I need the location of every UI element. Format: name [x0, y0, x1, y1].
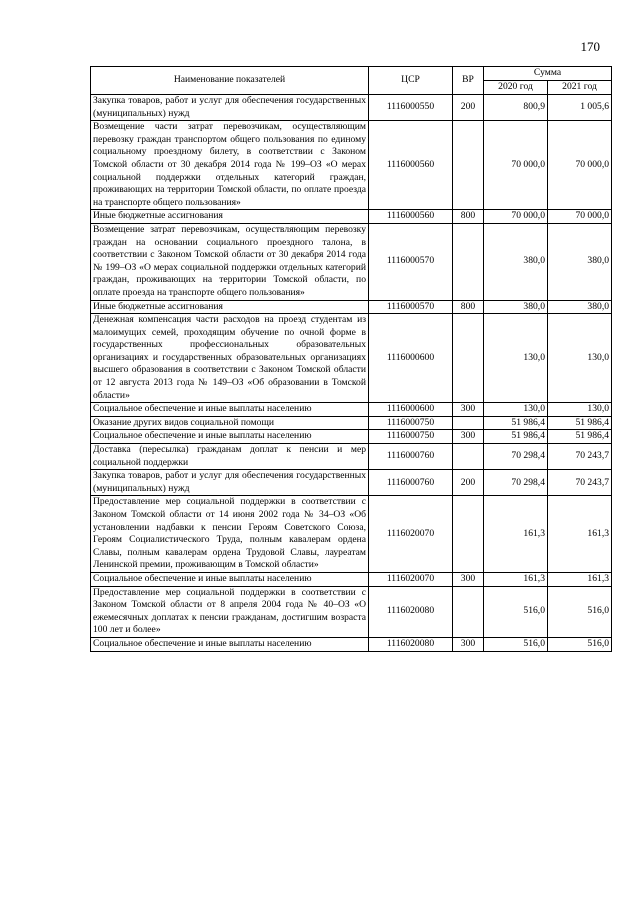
header-csr: ЦСР — [369, 67, 453, 95]
row-vr-cell: 800 — [453, 210, 484, 224]
row-name-cell: Возмещение затрат перевозчикам, осуществляющим перевозку граждан на основании социального проездного талона, в соответствии с Законом Томской области от 30 декабря 2014 года № 199–ОЗ «О мерах социальной поддержки отдельных категорий граждан, проживающих на территории Томской области, по оплате проезда на транспорте общего пользования» — [91, 223, 369, 300]
row-sum-2020-cell: 70 298,4 — [484, 470, 548, 496]
row-sum-2021-cell: 161,3 — [548, 496, 612, 573]
row-csr-cell: 1116000750 — [369, 430, 453, 444]
row-csr-cell: 1116020070 — [369, 572, 453, 586]
table-row — [91, 430, 612, 444]
row-vr-cell — [453, 496, 484, 573]
row-vr-cell — [453, 121, 484, 210]
row-name-cell: Социальное обеспечение и иные выплаты населению — [91, 572, 369, 586]
row-sum-2020-cell: 70 000,0 — [484, 121, 548, 210]
table-row — [91, 444, 612, 470]
row-sum-2020-cell: 380,0 — [484, 300, 548, 314]
row-csr-cell: 1116020080 — [369, 637, 453, 651]
row-csr-cell: 1116000550 — [369, 95, 453, 121]
row-csr-cell: 1116000600 — [369, 314, 453, 403]
budget-table — [90, 66, 612, 652]
table-row — [91, 496, 612, 573]
row-sum-2020-cell: 380,0 — [484, 223, 548, 300]
row-sum-2021-cell: 51 986,4 — [548, 430, 612, 444]
row-sum-2021-cell: 380,0 — [548, 223, 612, 300]
row-name-cell: Закупка товаров, работ и услуг для обеспечения государственных (муниципальных) нужд — [91, 95, 369, 121]
row-name-cell: Социальное обеспечение и иные выплаты населению — [91, 403, 369, 417]
row-vr-cell: 300 — [453, 572, 484, 586]
row-csr-cell: 1116000600 — [369, 403, 453, 417]
row-vr-cell: 300 — [453, 430, 484, 444]
table-row — [91, 95, 612, 121]
row-name-cell: Оказание других видов социальной помощи — [91, 416, 369, 430]
row-sum-2021-cell: 70 000,0 — [548, 121, 612, 210]
row-name-cell: Закупка товаров, работ и услуг для обеспечения государственных (муниципальных) нужд — [91, 470, 369, 496]
row-csr-cell: 1116000560 — [369, 121, 453, 210]
row-vr-cell — [453, 223, 484, 300]
row-sum-2020-cell: 161,3 — [484, 572, 548, 586]
row-csr-cell: 1116000570 — [369, 300, 453, 314]
table-row — [91, 572, 612, 586]
row-name-cell: Социальное обеспечение и иные выплаты населению — [91, 637, 369, 651]
row-name-cell: Денежная компенсация части расходов на проезд студентам из малоимущих семей, проходящим обучение по очной форме в государственных профессиональных образовательных организациях и государственных образовательных организациях высшего образования в соответствии с Законом Томской области от 12 августа 2013 года № 149–ОЗ «Об образовании в Томской области» — [91, 314, 369, 403]
row-vr-cell — [453, 416, 484, 430]
row-name-cell: Возмещение части затрат перевозчикам, осуществляющим перевозку граждан транспортом общего пользования по единому социальному проездному билету, в соответствии с Законом Томской области от 30 декабря 2014 года № 199–ОЗ «О мерах социальной поддержки отдельных категорий граждан, проживающих на территории Томской области, по оплате проезда на транспорте общего пользования» — [91, 121, 369, 210]
row-sum-2021-cell: 516,0 — [548, 637, 612, 651]
row-sum-2021-cell: 130,0 — [548, 314, 612, 403]
row-sum-2020-cell: 51 986,4 — [484, 430, 548, 444]
header-year-2021: 2021 год — [548, 80, 612, 94]
table-row — [91, 470, 612, 496]
row-sum-2021-cell: 51 986,4 — [548, 416, 612, 430]
row-csr-cell: 1116020070 — [369, 496, 453, 573]
header-year-2020: 2020 год — [484, 80, 548, 94]
header-sum: Сумма — [484, 67, 612, 81]
row-csr-cell: 1116000750 — [369, 416, 453, 430]
row-csr-cell: 1116020080 — [369, 586, 453, 637]
row-sum-2020-cell: 130,0 — [484, 314, 548, 403]
row-csr-cell: 1116000760 — [369, 470, 453, 496]
row-vr-cell — [453, 444, 484, 470]
table-body — [91, 95, 612, 652]
row-sum-2020-cell: 51 986,4 — [484, 416, 548, 430]
row-csr-cell: 1116000570 — [369, 223, 453, 300]
row-sum-2020-cell: 800,9 — [484, 95, 548, 121]
row-sum-2021-cell: 516,0 — [548, 586, 612, 637]
table-row — [91, 403, 612, 417]
row-sum-2021-cell: 70 243,7 — [548, 444, 612, 470]
row-csr-cell: 1116000560 — [369, 210, 453, 224]
row-sum-2021-cell: 70 000,0 — [548, 210, 612, 224]
row-sum-2020-cell: 516,0 — [484, 586, 548, 637]
row-name-cell: Социальное обеспечение и иные выплаты населению — [91, 430, 369, 444]
table-row — [91, 223, 612, 300]
row-sum-2020-cell: 70 000,0 — [484, 210, 548, 224]
table-row — [91, 637, 612, 651]
row-sum-2021-cell: 1 005,6 — [548, 95, 612, 121]
table-row — [91, 300, 612, 314]
table-row — [91, 121, 612, 210]
row-name-cell: Предоставление мер социальной поддержки в соответствии с Законом Томской области от 8 апреля 2004 года № 40–ОЗ «О ежемесячных доплатах к пенсии гражданам, достигшим возраста 100 лет и более» — [91, 586, 369, 637]
row-sum-2021-cell: 70 243,7 — [548, 470, 612, 496]
row-name-cell: Иные бюджетные ассигнования — [91, 300, 369, 314]
table-row — [91, 586, 612, 637]
row-vr-cell: 200 — [453, 95, 484, 121]
header-name: Наименование показателей — [91, 67, 369, 95]
row-sum-2020-cell: 70 298,4 — [484, 444, 548, 470]
row-vr-cell: 300 — [453, 637, 484, 651]
table-row — [91, 314, 612, 403]
row-name-cell: Предоставление мер социальной поддержки в соответствии с Законом Томской области от 14 июня 2002 года № 34–ОЗ «Об установлении надбавки к пенсии Героям Советского Союза, Героям Социалистического Труда, полным кавалерам ордена Славы, полным кавалерам ордена Трудовой Славы, лауреатам Ленинской премии, проживающим в Томской области» — [91, 496, 369, 573]
row-vr-cell: 200 — [453, 470, 484, 496]
row-sum-2021-cell: 130,0 — [548, 403, 612, 417]
row-csr-cell: 1116000760 — [369, 444, 453, 470]
row-vr-cell: 300 — [453, 403, 484, 417]
row-sum-2020-cell: 516,0 — [484, 637, 548, 651]
row-sum-2020-cell: 161,3 — [484, 496, 548, 573]
row-sum-2021-cell: 161,3 — [548, 572, 612, 586]
row-vr-cell: 800 — [453, 300, 484, 314]
table-row — [91, 210, 612, 224]
row-name-cell: Иные бюджетные ассигнования — [91, 210, 369, 224]
row-sum-2020-cell: 130,0 — [484, 403, 548, 417]
page-number: 170 — [580, 39, 600, 54]
row-sum-2021-cell: 380,0 — [548, 300, 612, 314]
row-vr-cell — [453, 586, 484, 637]
row-vr-cell — [453, 314, 484, 403]
row-name-cell: Доставка (пересылка) гражданам доплат к пенсии и мер социальной поддержки — [91, 444, 369, 470]
header-vr: ВР — [453, 67, 484, 95]
table-row — [91, 416, 612, 430]
